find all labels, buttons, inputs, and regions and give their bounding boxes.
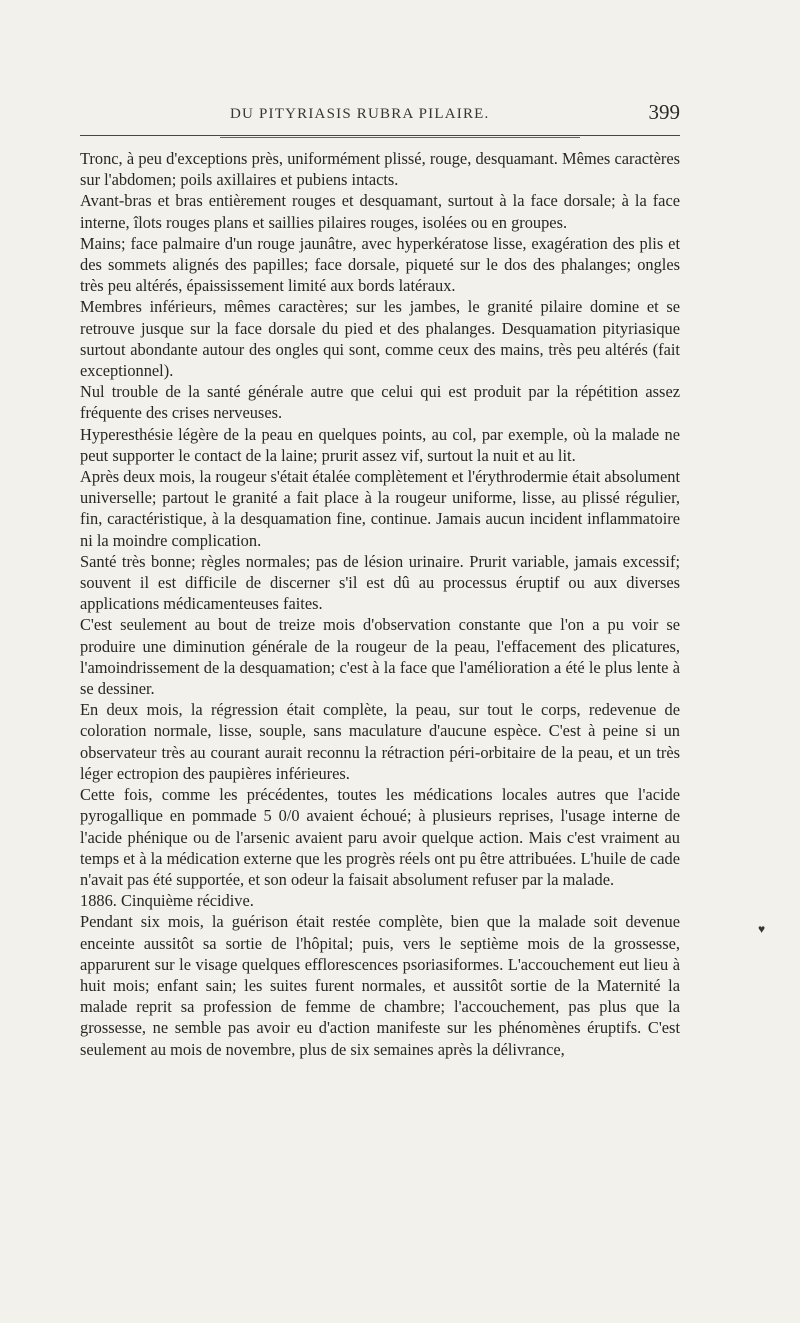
paragraph-2: Avant-bras et bras entièrement rouges et desquamant, surtout à la face dorsale; à la face interne, îlots rouges plans et saillies pilaires rouges, isolées ou en groupes. bbox=[80, 191, 680, 232]
header-rule bbox=[80, 135, 680, 136]
page-header bbox=[80, 98, 680, 128]
margin-mark-icon: ♥ bbox=[758, 922, 766, 936]
paragraph-1: Tronc, à peu d'exceptions près, uniformément plissé, rouge, desquamant. Mêmes caractères sur l'abdomen; poils axillaires et pubiens intacts. bbox=[80, 149, 680, 190]
paragraph-10: En deux mois, la régression était complète, la peau, sur tout le corps, redevenue de coloration normale, lisse, souple, sans maculature d'aucune espèce. C'est à peine si un observateur très au courant aurait reconnu la rétraction péri-orbitaire de la peau, et un très léger ectropion des paupières inférieures. bbox=[80, 700, 680, 783]
paragraph-11: Cette fois, comme les précédentes, toutes les médications locales autres que l'acide pyrogallique en pommade 5 0/0 avaient échoué; à plusieurs reprises, l'usage interne de l'acide phénique ou de l'arsenic avaient paru avoir quelque action. Mais c'est vraiment au temps et à la médication externe que les progrès réels ont pu être attribuées. L'huile de cade n'avait pas été supportée, et son odeur la faisait absolument refuser par la malade. bbox=[80, 785, 680, 889]
paragraph-7: Après deux mois, la rougeur s'était étalée complètement et l'érythrodermie était absolument universelle; partout le granité a fait place à la rougeur uniforme, lisse, au plissé régulier, fin, caractéristique, à la desquamation fine, continue. Jamais aucun incident inflammatoire ni la moindre complication. bbox=[80, 467, 680, 550]
paragraph-5: Nul trouble de la santé générale autre que celui qui est produit par la répétition assez fréquente des crises nerveuses. bbox=[80, 382, 680, 423]
running-title: DU PITYRIASIS RUBRA PILAIRE. bbox=[230, 106, 490, 122]
paragraph-8: Santé très bonne; règles normales; pas de lésion urinaire. Prurit variable, jamais excessif; souvent il est difficile de discerner s'il est dû au processus éruptif ou aux diverses applications médicamenteuses faites. bbox=[80, 551, 680, 614]
paragraph-12: 1886. Cinquième récidive. bbox=[80, 891, 254, 911]
paragraph-4: Membres inférieurs, mêmes caractères; sur les jambes, le granité pilaire domine et se retrouve jusque sur la face dorsale du pied et des phalanges. Desquamation pityriasique surtout abondante autour des ongles qui sont, comme ceux des mains, très peu altérés (fait exceptionnel). bbox=[80, 297, 680, 381]
paragraph-6: Hyperesthésie légère de la peau en quelques points, au col, par exemple, où la malade ne peut supporter le contact de la laine; prurit assez vif, surtout la nuit et au lit. bbox=[80, 424, 680, 465]
paragraph-3: Mains; face palmaire d'un rouge jaunâtre, avec hyperkératose lisse, exagération des plis et des sommets alignés des papilles; face dorsale, piqueté sur le dos des phalanges; ongles très peu altérés, épaississement limité aux bords latéraux. bbox=[80, 233, 680, 296]
paragraph-13: Pendant six mois, la guérison était restée complète, bien que la malade soit devenue enceinte aussitôt sa sortie de l'hôpital; puis, vers le septième mois de la grossesse, apparurent sur le visage quelques efflorescences psoriasiformes. L'accouchement eut lieu à huit mois; enfant sain; les suites furent normales, et aussitôt sortie de la Maternité la malade reprit sa profession de femme de chambre; l'accouchement, pas plus que la grossesse, ne semble pas avoir eu d'action manifeste sur les phénomènes éruptifs. C'est seulement au mois de novembre, plus de six semaines après la délivrance, bbox=[80, 912, 680, 1059]
paragraph-9: C'est seulement au bout de treize mois d'observation constante que l'on a pu voir se produire une diminution générale de la rougeur de la peau, l'effacement des plicatures, l'amoindrissement de la desquamation; c'est à la face que l'amélioration a été le plus lente à se dessiner. bbox=[80, 615, 680, 699]
body-text bbox=[80, 148, 680, 1060]
page-number: 399 bbox=[648, 100, 680, 124]
